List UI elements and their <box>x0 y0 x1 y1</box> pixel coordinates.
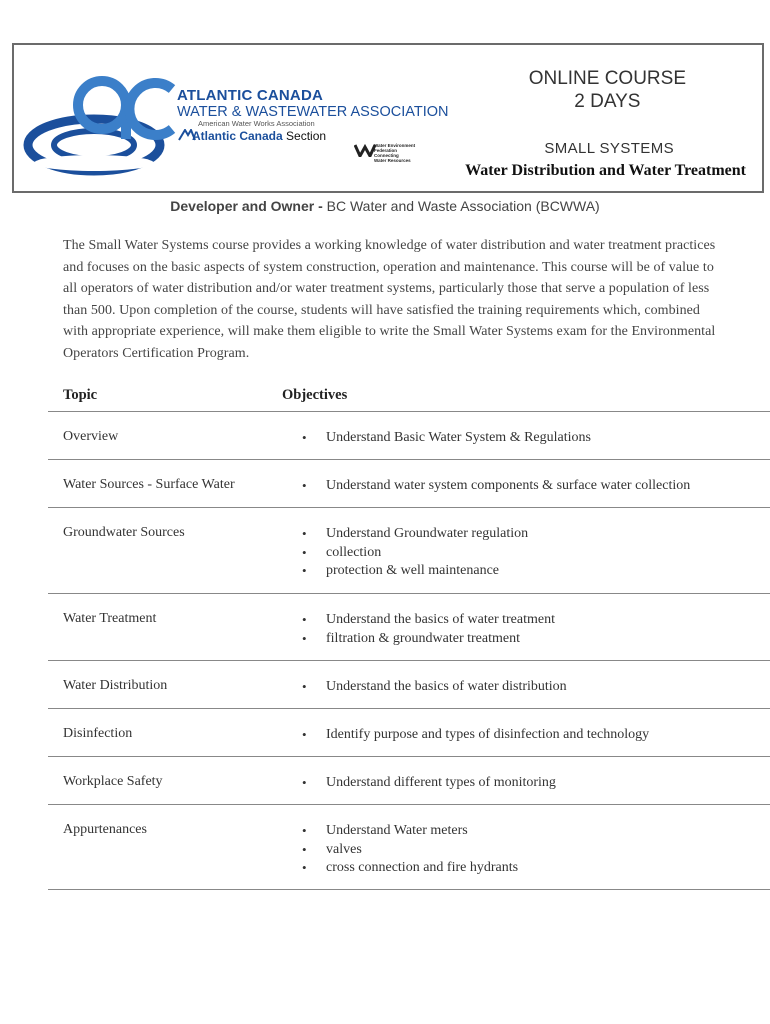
topic-cell: Overview <box>63 429 119 444</box>
objective-item: • Understand Basic Water System & Regulations <box>302 429 591 448</box>
objective-item: • collection <box>302 544 528 563</box>
objectives-list <box>302 477 690 496</box>
developer-label: Developer and Owner - <box>170 198 323 214</box>
objective-item: • Understand different types of monitoring <box>302 774 556 793</box>
table-row <box>48 756 770 804</box>
course-subtitle: Water Distribution and Water Treatment <box>465 162 746 179</box>
objectives-list <box>302 429 591 448</box>
acwwa-logo <box>22 67 449 187</box>
wef-line: Connecting <box>374 153 399 158</box>
objectives-list <box>302 774 556 793</box>
objective-item: • Understand the basics of water treatment <box>302 611 555 630</box>
course-format <box>529 67 686 113</box>
wef-line: Water Resources <box>374 158 411 163</box>
course-name: SMALL SYSTEMS <box>544 140 674 157</box>
objective-item: • Identify purpose and types of disinfection and technology <box>302 726 649 745</box>
column-header-objectives: Objectives <box>282 387 348 403</box>
table-row <box>48 411 770 459</box>
topics-table <box>48 411 770 890</box>
table-row <box>48 708 770 756</box>
course-format-line2: 2 DAYS <box>574 91 641 112</box>
org-name-line2: WATER & WASTEWATER ASSOCIATION <box>177 104 449 120</box>
table-row <box>48 459 770 507</box>
topic-cell: Appurtenances <box>63 822 147 837</box>
topic-cell: Water Distribution <box>63 678 168 693</box>
table-row <box>48 804 770 890</box>
objective-item: • valves <box>302 841 518 860</box>
wef-text <box>374 143 415 163</box>
course-description: The Small Water Systems course provides a working knowledge of water distribution and water treatment practices and focuses on the basic aspects of system construction, operation and maintenance. This course will be of value to all operators of water distribution and/or water treatment systems, particularly those that serve a population of less than 500. Upon completion of the course, students will have satisfied the training requirements which, combined with appropriate experience, will make them eligible to write the Small Water Systems exam for the Environmental Operators Certification Program. <box>63 238 716 361</box>
developer-value: BC Water and Waste Association (BCWWA) <box>322 198 600 214</box>
objective-item: • protection & well maintenance <box>302 562 528 581</box>
wef-line: Water Environment <box>374 143 416 148</box>
table-row <box>48 507 770 593</box>
objective-item: • Understand Water meters <box>302 822 518 841</box>
objective-item: • Understand water system components & surface water collection <box>302 477 690 496</box>
topic-cell: Water Treatment <box>63 611 157 626</box>
topic-cell: Water Sources - Surface Water <box>63 477 235 492</box>
objective-item: • Understand Groundwater regulation <box>302 525 528 544</box>
objective-item: • cross connection and fire hydrants <box>302 859 518 878</box>
awwa-section-label <box>192 129 326 143</box>
table-row <box>48 593 770 660</box>
topic-cell: Disinfection <box>63 726 133 741</box>
developer-line <box>0 198 770 214</box>
objectives-list <box>302 678 567 697</box>
awwa-section-brand: Atlantic Canada <box>192 129 283 143</box>
objectives-list <box>302 822 518 878</box>
table-row <box>48 660 770 708</box>
objectives-list <box>302 525 528 581</box>
awwa-section-word: Section <box>286 129 327 143</box>
course-format-line1: ONLINE COURSE <box>528 68 686 89</box>
wef-line: Federation <box>374 148 398 153</box>
objective-item: • Understand the basics of water distribution <box>302 678 567 697</box>
header-banner <box>12 43 764 193</box>
water-ripple-logo-icon <box>22 67 182 187</box>
column-header-topic: Topic <box>63 387 98 403</box>
org-name-line1: ATLANTIC CANADA <box>177 87 324 104</box>
awwa-name: American Water Works Association <box>198 119 315 128</box>
objectives-list <box>302 726 649 745</box>
objective-item: • filtration & groundwater treatment <box>302 630 555 649</box>
topic-cell: Workplace Safety <box>63 774 163 789</box>
objectives-list <box>302 611 555 648</box>
topic-cell: Groundwater Sources <box>63 525 185 540</box>
